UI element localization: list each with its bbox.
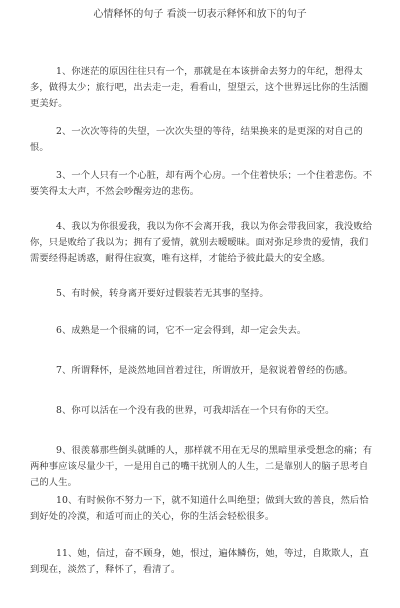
- paragraph-10: 10、有时候你不努力一下，就不知道什么叫绝望；做到大致的善良，然后恰到好处的冷漠，和适可而止的关心，你的生活会轻松很多。: [30, 495, 369, 522]
- paragraph-1: 1、你迷茫的原因往往只有一个，那就是在本该拼命去努力的年纪，想得太多，做得太少；旅行吧，出去走一走，看看山，望望云，这个世界远比你的生活圈更美好。: [30, 66, 369, 109]
- page-title: 心情释怀的句子 看淡一切表示释怀和放下的句子: [93, 9, 307, 20]
- paragraph-11: 11、她，信过，奋不顾身，她，恨过，遍体鳞伤，她，等过，自欺欺人，直到现在，淡然了，释怀了，看清了。: [30, 548, 369, 575]
- paragraph-9: 9、很羡慕那些倒头就睡的人，那样就不用在无尽的黑暗里承受想念的痛；有两种事应该尽量少干，一是用自己的嘴干扰别人的人生，二是靠别人的脑子思考自己的人生。: [30, 445, 373, 488]
- paragraph-6: 6、成熟是一个很痛的词，它不一定会得到，却一定会失去。: [56, 325, 307, 336]
- paragraph-2: 2、一次次等待的失望，一次次失望的等待，结果换来的是更深的对自己的恨。: [30, 126, 363, 153]
- paragraph-3: 3、一个人只有一个心脏，却有两个心房。一个住着快乐；一个住着悲伤。不要笑得太大声，不然会吵醒旁边的悲伤。: [30, 170, 373, 197]
- paragraph-4: 4、我以为你很爱我，我以为你不会离开我，我以为你会带我回家，我没败给你，只是败给了我以为；拥有了爱情，就别去暧暧昧。面对弥足珍贵的爱情，我们需要经得起诱惑，耐得住寂寞，唯有这样，才能给予彼此最大的安全感。: [30, 221, 373, 264]
- paragraph-8: 8、你可以活在一个没有我的世界，可我却活在一个只有你的天空。: [56, 405, 335, 416]
- paragraph-5: 5、有时候，转身离开要好过假装若无其事的坚持。: [56, 288, 269, 299]
- paragraph-7: 7、所谓释怀，是淡然地回首着过往，所谓放开，是叙说着曾经的伤感。: [56, 365, 354, 376]
